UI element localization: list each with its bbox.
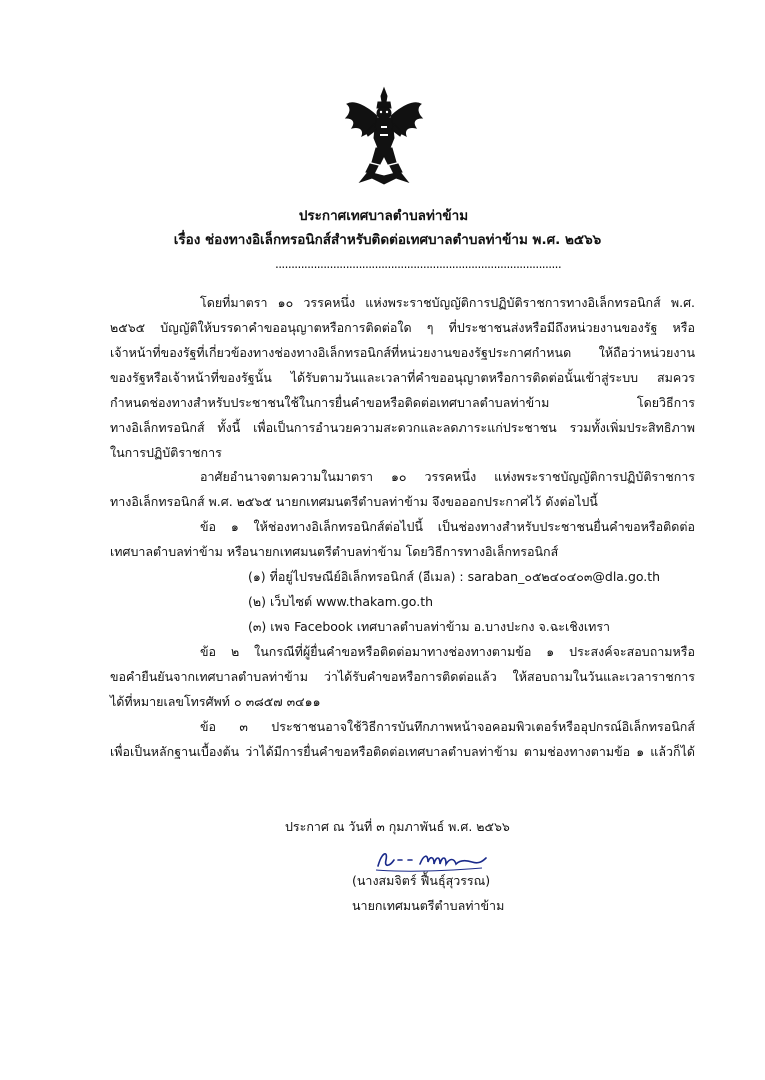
clause1-line-1: ข้อ ๑ ให้ช่องทางอิเล็กทรอนิกส์ต่อไปนี้ เป็นช่องทางสำหรับประชาชนยื่นคำขอหรือติดต่อ	[200, 519, 695, 534]
para1-line-3: เจ้าหน้าที่ของรัฐที่เกี่ยวข้องทางช่องทางอิเล็กทรอนิกส์ที่หน่วยงานของรัฐประกาศกำหนด ให้ถือว่าหน่วยงาน	[110, 345, 695, 360]
clause2-line-2: ขอคำยืนยันจากเทศบาลตำบลท่าข้าม ว่าได้รับคำขอหรือการติดต่อแล้ว ให้สอบถามในวันและเวลาราชการ	[110, 669, 695, 684]
garuda-emblem-icon	[344, 86, 424, 186]
signature-scribble	[372, 842, 490, 876]
para1-line-4: ของรัฐหรือเจ้าหน้าที่ของรัฐนั้น ได้รับตามวันและเวลาที่คำขออนุญาตหรือการติดต่อนั้นเข้าสู่ระบบ สมควร	[110, 370, 695, 385]
para2-line-1: อาศัยอำนาจตามความในมาตรา ๑๐ วรรคหนึ่ง แห่งพระราชบัญญัติการปฏิบัติราชการ	[200, 469, 695, 484]
clause2-line-1: ข้อ ๒ ในกรณีที่ผู้ยื่นคำขอหรือติดต่อมาทางช่องทางตามข้อ ๑ ประสงค์จะสอบถามหรือ	[200, 644, 695, 659]
clause2-line-3: ได้ที่หมายเลขโทรศัพท์ ๐ ๓๘๕๗ ๓๔๑๑	[110, 694, 321, 709]
announcement-date: ประกาศ ณ วันที่ ๓ กุมภาพันธ์ พ.ศ. ๒๕๖๖	[285, 819, 510, 834]
para1-line-5: กำหนดช่องทางสำหรับประชาชนใช้ในการยื่นคำขอหรือติดต่อเทศบาลตำบลท่าข้าม โดยวิธีการ	[110, 395, 695, 410]
clause3-line-2: เพื่อเป็นหลักฐานเบื้องต้น ว่าได้มีการยื่นคำขอหรือติดต่อเทศบาลตำบลท่าข้าม ตามช่องทางตามข้อ ๑ แล้วก็ได้	[110, 744, 695, 759]
signatory-title: นายกเทศมนตรีตำบลท่าข้าม	[352, 898, 505, 913]
channel-website: (๒) เว็บไซต์ www.thakam.go.th	[248, 594, 434, 609]
channel-email: (๑) ที่อยู่ไปรษณีย์อิเล็กทรอนิกส์ (อีเมล) : saraban_๐๕๒๔๐๔๐๓@dla.go.th	[248, 569, 661, 584]
channel-facebook: (๓) เพจ Facebook เทศบาลตำบลท่าข้าม อ.บางปะกง จ.ฉะเชิงเทรา	[248, 619, 611, 634]
title-divider: .........................................................................................	[275, 257, 562, 271]
signatory-name: (นางสมจิตร์ ฟื้นธุ์สุวรรณ)	[352, 873, 491, 888]
para1-line-7: ในการปฏิบัติราชการ	[110, 445, 222, 460]
para1-line-1: โดยที่มาตรา ๑๐ วรรคหนึ่ง แห่งพระราชบัญญัติการปฏิบัติราชการทางอิเล็กทรอนิกส์ พ.ศ.	[200, 295, 695, 310]
para1-line-2: ๒๕๖๕ บัญญัติให้บรรดาคำขออนุญาตหรือการติดต่อใด ๆ ที่ประชาชนส่งหรือมีถึงหน่วยงานของรัฐ หรือ	[110, 320, 695, 335]
clause3-line-1: ข้อ ๓ ประชาชนอาจใช้วิธีการบันทึกภาพหน้าจอคอมพิวเตอร์หรืออุปกรณ์อิเล็กทรอนิกส์	[200, 719, 695, 734]
clause1-line-2: เทศบาลตำบลท่าข้าม หรือนายกเทศมนตรีตำบลท่าข้าม โดยวิธีการทางอิเล็กทรอนิกส์	[110, 544, 559, 559]
announcement-subject: เรื่อง ช่องทางอิเล็กทรอนิกส์สำหรับติดต่อเทศบาลตำบลท่าข้าม พ.ศ. ๒๕๖๖	[173, 232, 602, 248]
announcement-title: ประกาศเทศบาลตำบลท่าข้าม	[298, 208, 469, 224]
para2-line-2: ทางอิเล็กทรอนิกส์ พ.ศ. ๒๕๖๕ นายกเทศมนตรีตำบลท่าข้าม จึงขอออกประกาศไว้ ดังต่อไปนี้	[110, 494, 598, 509]
para1-line-6: ทางอิเล็กทรอนิกส์ ทั้งนี้ เพื่อเป็นการอำนวยความสะดวกและลดภาระแก่ประชาชน รวมทั้งเพิ่มประสิทธิภาพ	[110, 420, 695, 435]
